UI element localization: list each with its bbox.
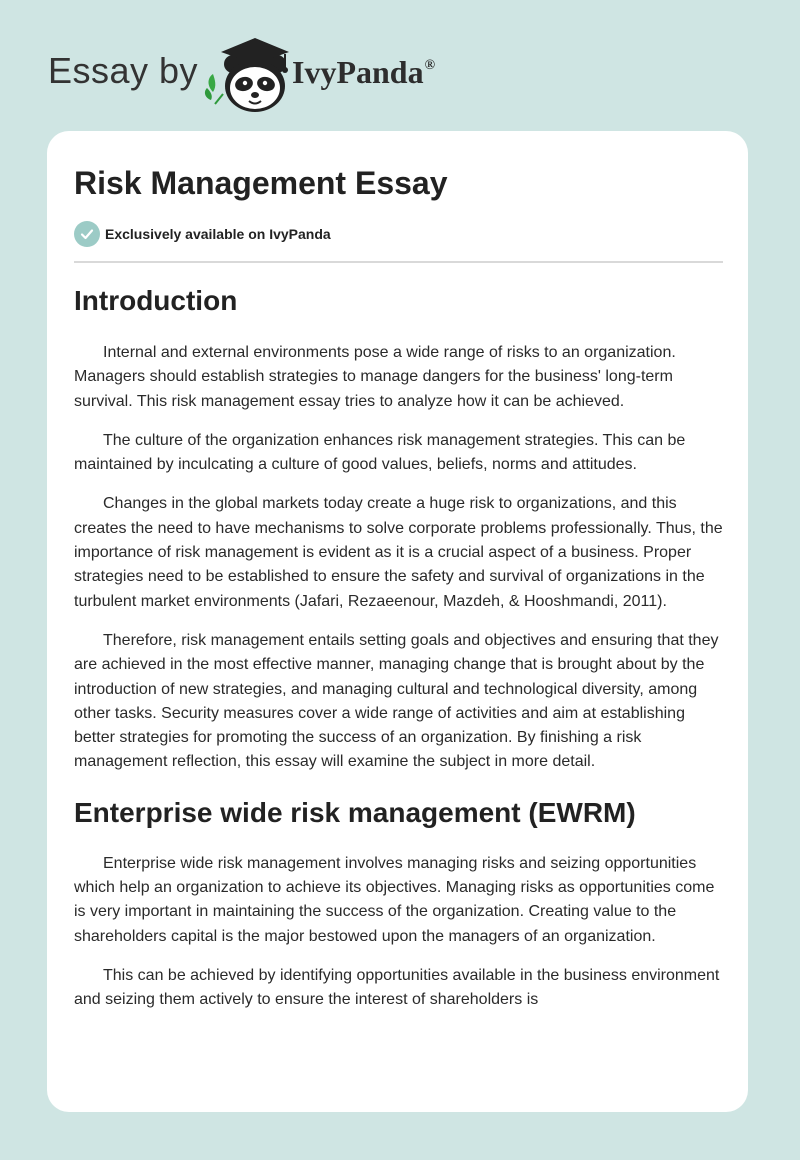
paragraph: This can be achieved by identifying opportunities available in the business environment and seizing them actively to ensure the interest of shareholders is — [74, 966, 720, 1009]
essay-body — [74, 283, 723, 1013]
paragraph: Changes in the global markets today create a huge risk to organizations, and this creates the need to have mechanisms to solve corporate problems professionally. Thus, the importance of risk management is evident as it is a crucial aspect of a business. Proper strategies need to be established to ensure the safety and survival of organizations in the turbulent market environments (Jafari, Rezaeenour, Mazdeh, & Hooshmandi, 2011). — [74, 495, 723, 610]
exclusive-label: Exclusively available on IvyPanda — [105, 226, 331, 242]
essay-card — [47, 131, 748, 1112]
registered-mark: ® — [424, 58, 436, 73]
section-heading-ewrm: Enterprise wide risk management (EWRM) — [74, 796, 636, 828]
section-heading-introduction: Introduction — [74, 285, 238, 316]
exclusive-badge — [74, 220, 331, 248]
page-title: Risk Management Essay — [74, 165, 448, 201]
brand-prefix: Essay by — [48, 50, 199, 91]
paragraph: The culture of the organization enhances risk management strategies. This can be maintained by inculcating a culture of good values, beliefs, norms and attitudes. — [74, 431, 686, 474]
site-header — [48, 34, 478, 114]
paragraph: Internal and external environments pose a wide range of risks to an organization. Managers should establish strategies to manage dangers for the business' long-term survival. This risk management essay tries to analyze how it can be achieved. — [74, 344, 676, 410]
title-divider — [74, 261, 723, 263]
check-circle-icon — [74, 221, 100, 247]
paragraph: Therefore, risk management entails setting goals and objectives and ensuring that they are achieved in the most effective manner, managing change that is brought about by the introduction of new strategies, and managing cultural and technological diversity, among other tasks. Security measures cover a wide range of activities and aim at establishing better strategies for promoting the success of an organization. By finishing a risk management reflection, this essay will examine the subject in more detail. — [74, 631, 719, 771]
brand-name[interactable] — [292, 54, 435, 91]
panda-graduate-icon[interactable] — [203, 34, 295, 114]
paragraph: Enterprise wide risk management involves managing risks and seizing opportunities which help an organization to achieve its objectives. Managing risks as opportunities come is very important in maintaining the success of the organization. Creating value to the shareholders capital is the major bestowed upon the managers of an organization. — [74, 854, 715, 945]
brand-name-text: IvyPanda — [292, 54, 424, 90]
